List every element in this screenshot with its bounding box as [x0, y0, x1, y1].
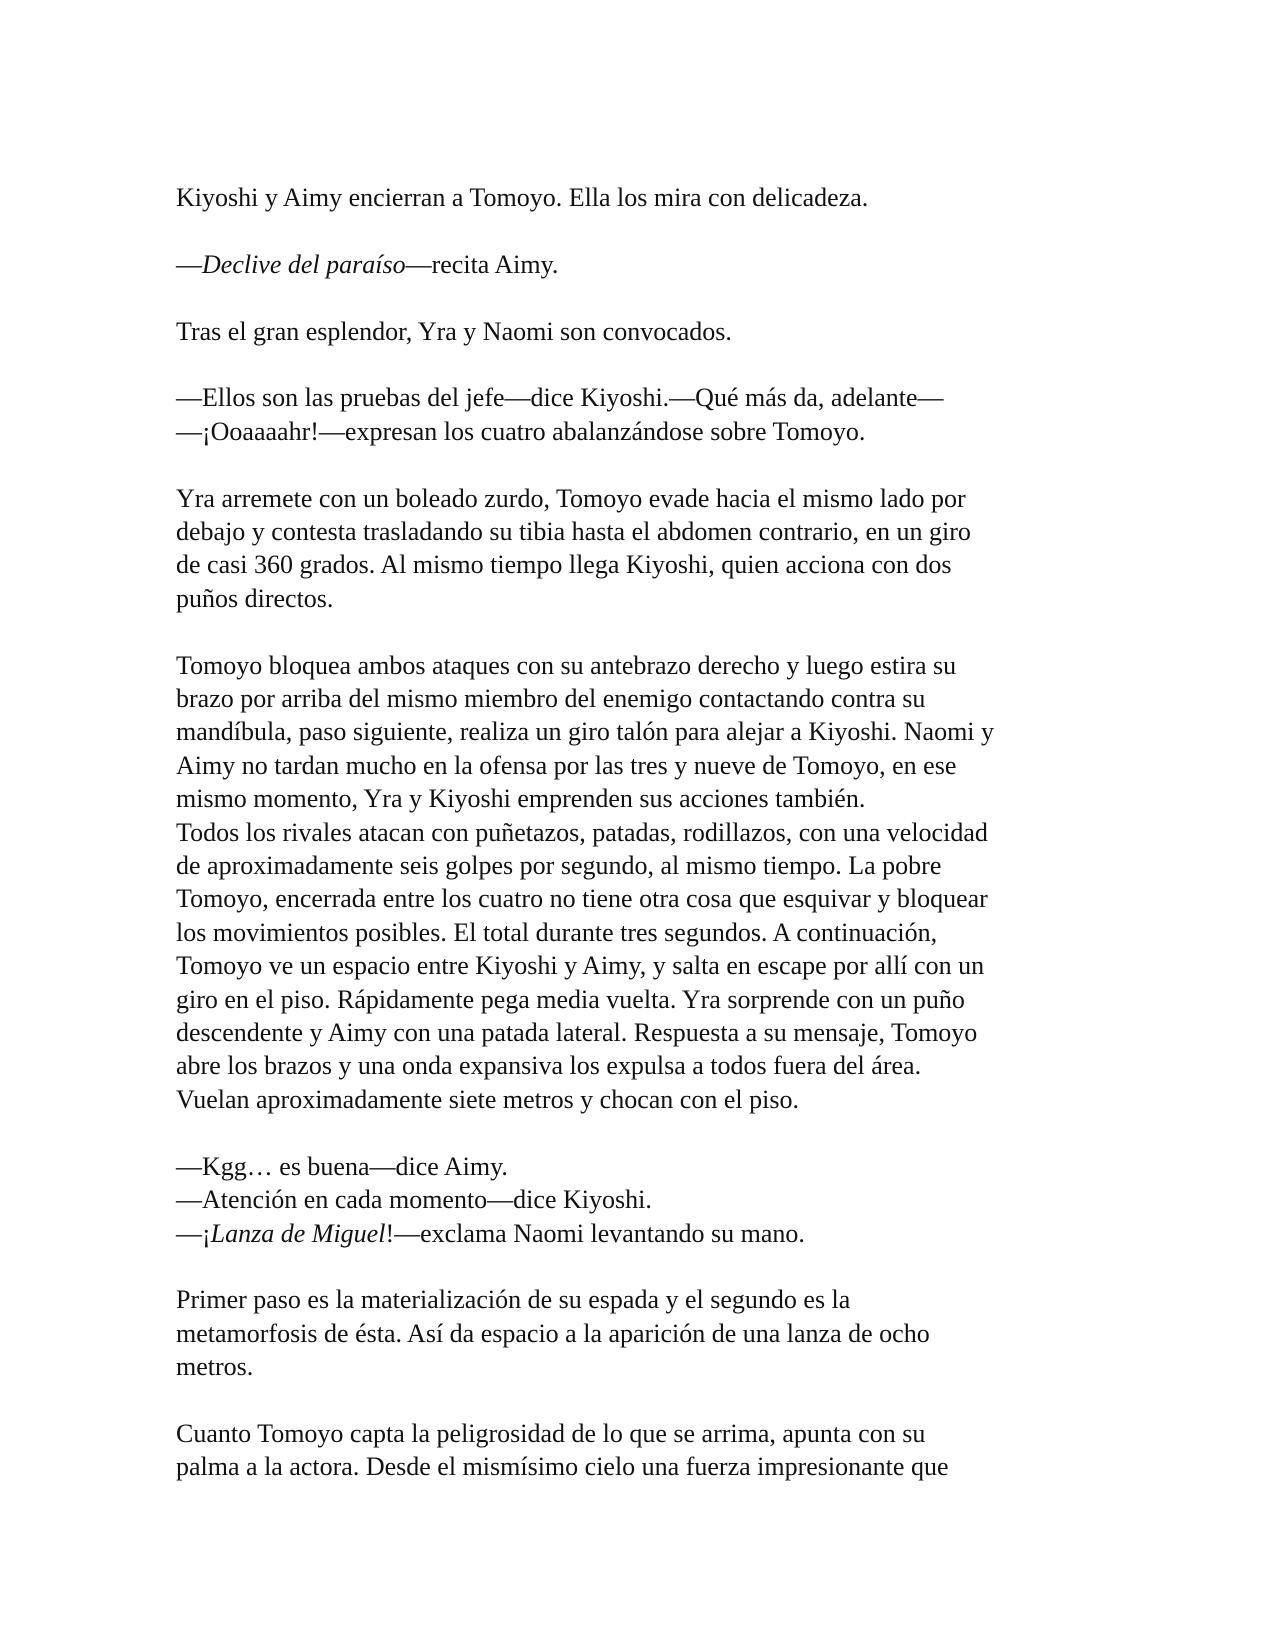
text-line: Kiyoshi y Aimy encierran a Tomoyo. Ella los mira con delicadeza. — [176, 183, 869, 212]
text-line: brazo por arriba del mismo miembro del enemigo contactando contra su — [176, 684, 926, 714]
text-line: de aproximadamente seis golpes por segundo, al mismo tiempo. La pobre — [176, 851, 942, 881]
paragraph — [176, 315, 1116, 348]
dialogue-paragraph — [176, 248, 1116, 281]
text-line: palma a la actora. Desde el mismísimo cielo una fuerza impresionante que — [176, 1452, 949, 1482]
text-line: descendente y Aimy con una patada lateral. Respuesta a su mensaje, Tomoyo — [176, 1018, 978, 1048]
paragraph — [176, 181, 1116, 214]
paragraph — [176, 1417, 1116, 1484]
dialogue-dash: —¡ — [176, 1218, 211, 1248]
text-line: —Kgg… es buena—dice Aimy. — [176, 1151, 508, 1181]
text-line: —Ellos son las pruebas del jefe—dice Kiyoshi.—Qué más da, adelante— — [176, 383, 944, 413]
text-line: Tomoyo bloquea ambos ataques con su antebrazo derecho y luego estira su — [176, 650, 957, 680]
italic-phrase: Lanza de Miguel — [210, 1218, 386, 1248]
text-line: Primer paso es la materialización de su espada y el segundo es la — [176, 1285, 851, 1315]
text-line: metros. — [176, 1352, 254, 1382]
text-line: abre los brazos y una onda expansiva los expulsa a todos fuera del área. — [176, 1051, 922, 1081]
paragraph — [176, 1283, 1116, 1383]
text-line: —¡Ooaaaahr!—expresan los cuatro abalanzándose sobre Tomoyo. — [176, 416, 866, 446]
paragraph — [176, 649, 1116, 1117]
text-line: Tomoyo, encerrada entre los cuatro no tiene otra cosa que esquivar y bloquear — [176, 884, 988, 914]
text-line: de casi 360 grados. Al mismo tiempo llega Kiyoshi, quien acciona con dos — [176, 550, 952, 580]
text-line: Yra arremete con un boleado zurdo, Tomoyo evade hacia el mismo lado por — [176, 483, 966, 513]
text-line: Aimy no tardan mucho en la ofensa por las tres y nueve de Tomoyo, en ese — [176, 750, 957, 780]
document-body — [176, 181, 1116, 1484]
text-line: giro en el piso. Rápidamente pega media vuelta. Yra sorprende con un puño — [176, 984, 965, 1014]
paragraph — [176, 482, 1116, 616]
text-line: los movimientos posibles. El total durante tres segundos. A continuación, — [176, 917, 938, 947]
dialogue-dash: — — [176, 249, 202, 279]
text-line — [176, 1217, 1116, 1250]
text-line: mandíbula, paso siguiente, realiza un giro talón para alejar a Kiyoshi. Naomi y — [176, 717, 995, 747]
text-line: mismo momento, Yra y Kiyoshi emprenden sus acciones también. — [176, 784, 866, 814]
italic-phrase: Declive del paraíso — [202, 249, 406, 279]
text-line: Tomoyo ve un espacio entre Kiyoshi y Aimy, y salta en escape por allí con un — [176, 951, 985, 981]
dialogue-tag: !—exclama Naomi levantando su mano. — [385, 1218, 805, 1248]
dialogue-paragraph — [176, 381, 1116, 448]
text-line: puños directos. — [176, 583, 334, 613]
dialogue-paragraph — [176, 1150, 1116, 1250]
text-line — [176, 248, 1116, 281]
text-line: Cuanto Tomoyo capta la peligrosidad de lo que se arrima, apunta con su — [176, 1418, 926, 1448]
dialogue-tag: —recita Aimy. — [405, 249, 559, 279]
text-line: metamorfosis de ésta. Así da espacio a la aparición de una lanza de ocho — [176, 1318, 930, 1348]
text-line: Todos los rivales atacan con puñetazos, patadas, rodillazos, con una velocidad — [176, 817, 988, 847]
text-line: debajo y contesta trasladando su tibia hasta el abdomen contrario, en un giro — [176, 517, 971, 546]
text-line: Tras el gran esplendor, Yra y Naomi son convocados. — [176, 316, 732, 346]
text-line: —Atención en cada momento—dice Kiyoshi. — [176, 1185, 652, 1215]
text-line: Vuelan aproximadamente siete metros y chocan con el piso. — [176, 1084, 799, 1114]
